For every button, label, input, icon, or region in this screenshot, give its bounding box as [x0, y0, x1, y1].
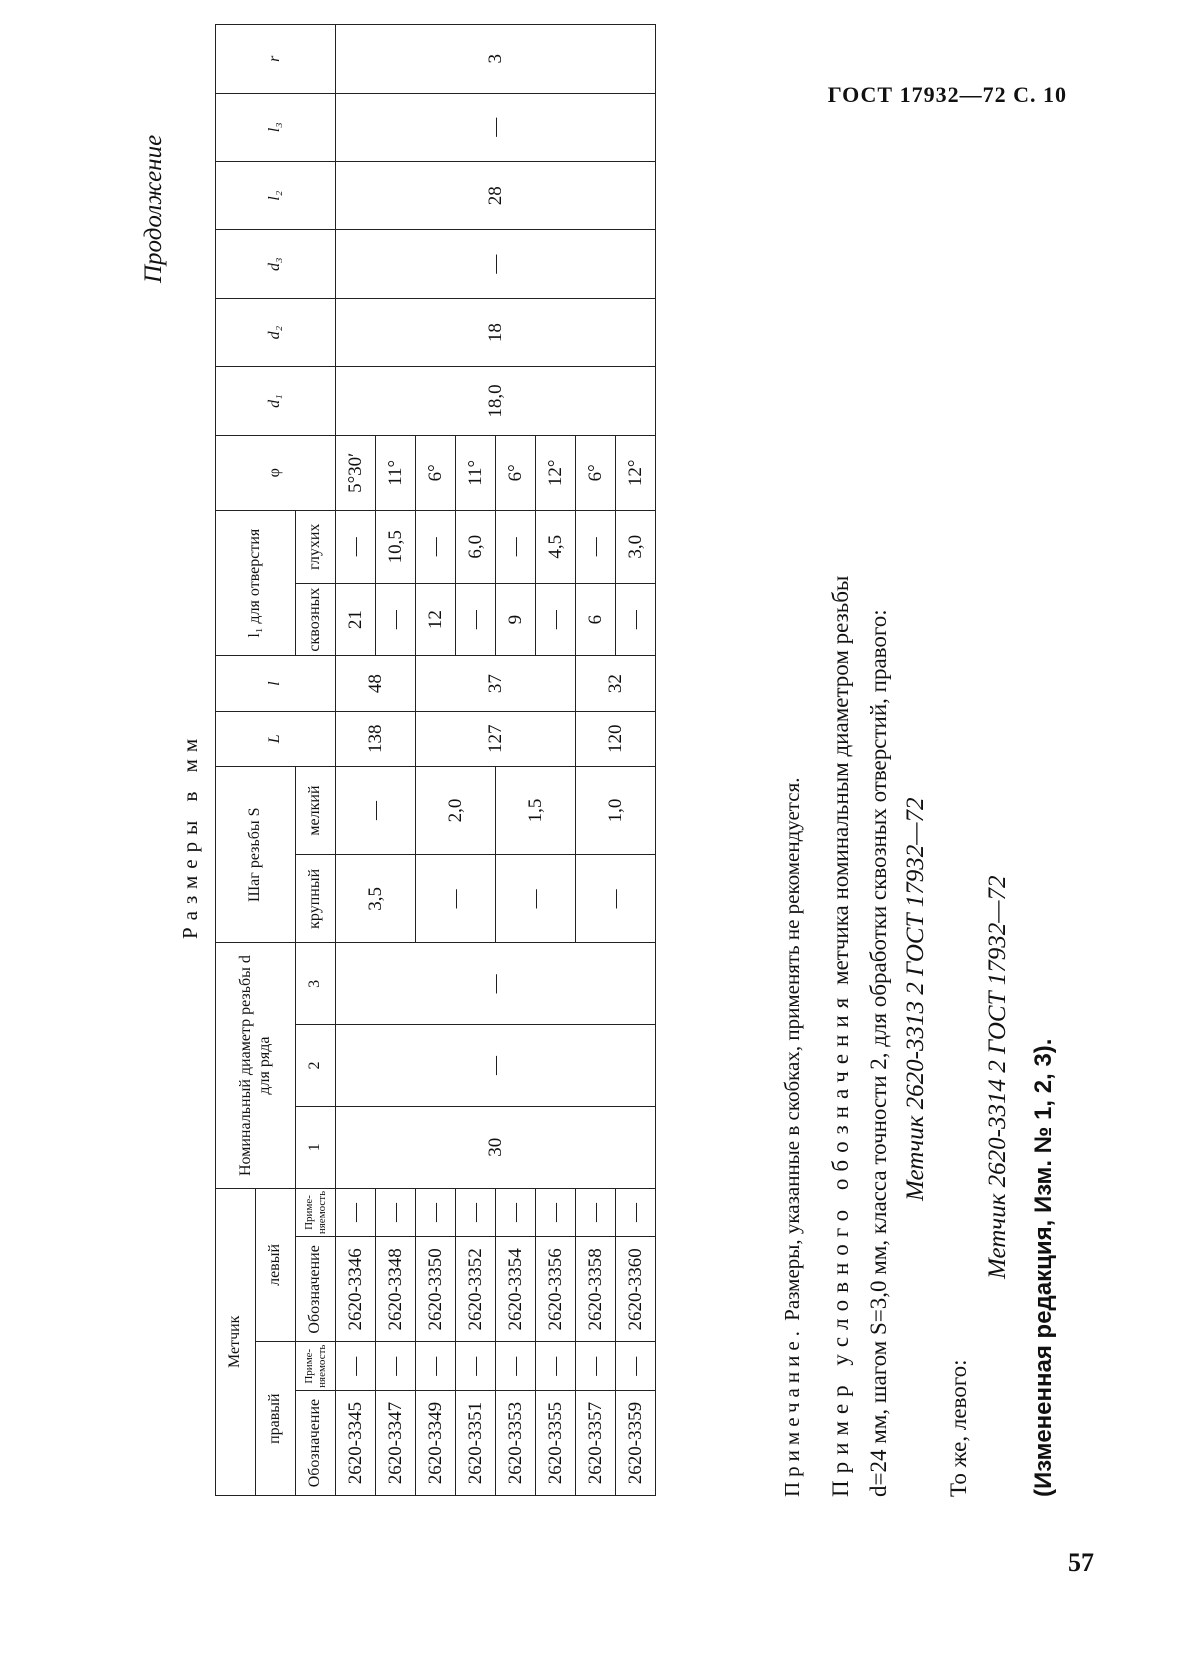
angle-phi: 11° — [376, 435, 416, 510]
designation-left: 2620-3354 — [496, 1237, 536, 1342]
pitch-coarse: — — [496, 855, 576, 943]
pitch-fine: 1,0 — [576, 766, 656, 854]
l1-through: — — [376, 583, 416, 656]
applicability-right: — — [496, 1342, 536, 1391]
designation-left: 2620-3346 — [336, 1237, 376, 1342]
designation-right: 2620-3351 — [456, 1391, 496, 1496]
note-text: Размеры, указанные в скобках, применять не рекомендуется. — [780, 777, 804, 1321]
header-coarse: крупный — [296, 855, 336, 943]
angle-phi: 11° — [456, 435, 496, 510]
l1-through: 6 — [576, 583, 616, 656]
header-applicability-left: Приме-няемость — [296, 1188, 336, 1237]
applicability-left: — — [336, 1188, 376, 1237]
designation-left: 2620-3348 — [376, 1237, 416, 1342]
angle-phi: 6° — [576, 435, 616, 510]
header-blind: глухих — [296, 510, 336, 583]
header-nominal-diameter: Номинальный диаметр резьбы d для ряда — [216, 943, 296, 1188]
applicability-left: — — [616, 1188, 656, 1237]
note-label: Примечание. — [780, 1326, 804, 1497]
angle-phi: 6° — [416, 435, 456, 510]
applicability-left: — — [376, 1188, 416, 1237]
designation-left-example: Метчик 2620-3314 2 ГОСТ 17932—72 — [984, 875, 1011, 1279]
example-line-1 — [828, 576, 854, 1497]
l1-blind: — — [576, 510, 616, 583]
value-l3: — — [336, 93, 656, 161]
header-metchik: Метчик — [216, 1188, 256, 1495]
l1-blind: — — [496, 510, 536, 583]
pitch-fine: 2,0 — [416, 766, 496, 854]
designation-right: 2620-3347 — [376, 1391, 416, 1496]
designation-right: 2620-3355 — [536, 1391, 576, 1496]
length-L: 120 — [576, 711, 656, 766]
designation-right: 2620-3349 — [416, 1391, 456, 1496]
applicability-right: — — [536, 1342, 576, 1391]
header-left: левый — [256, 1188, 296, 1342]
left-intro: То же, левого: — [946, 1359, 971, 1497]
l1-blind: 10,5 — [376, 510, 416, 583]
applicability-left: — — [536, 1188, 576, 1237]
header-through: сквозных — [296, 583, 336, 656]
header-row-3: 3 — [296, 943, 336, 1025]
l1-through: — — [456, 583, 496, 656]
diameter-row-2: — — [336, 1025, 656, 1107]
l1-through: — — [536, 583, 576, 656]
l1-through: 9 — [496, 583, 536, 656]
header-right: правый — [256, 1342, 296, 1496]
header-d1: d₁ — [216, 367, 336, 435]
page-number: 57 — [1068, 1548, 1094, 1577]
designation-right-example: Метчик 2620-3313 2 ГОСТ 17932—72 — [902, 797, 929, 1201]
designation-right: 2620-3359 — [616, 1391, 656, 1496]
angle-phi: 12° — [616, 435, 656, 510]
applicability-left: — — [576, 1188, 616, 1237]
header-d3: d₃ — [216, 230, 336, 298]
length-l: 48 — [336, 656, 416, 711]
continued-label: Продолжение — [140, 134, 167, 283]
designation-right: 2620-3353 — [496, 1391, 536, 1496]
angle-phi: 6° — [496, 435, 536, 510]
applicability-left: — — [496, 1188, 536, 1237]
value-d2: 18 — [336, 298, 656, 366]
header-l: l — [216, 656, 336, 711]
l1-blind: 6,0 — [456, 510, 496, 583]
header-pitch: Шаг резьбы S — [216, 766, 296, 943]
applicability-right: — — [336, 1342, 376, 1391]
length-l: 32 — [576, 656, 656, 711]
example-line-2: d=24 мм, шагом S=3,0 мм, класса точности 2, для обработки сквозных отверстий, правого: — [866, 609, 891, 1497]
l1-blind: 4,5 — [536, 510, 576, 583]
spec-table — [215, 24, 656, 1496]
header-designation-right: Обозначение — [296, 1391, 336, 1496]
applicability-right: — — [376, 1342, 416, 1391]
applicability-right: — — [576, 1342, 616, 1391]
header-fine: мелкий — [296, 766, 336, 854]
diameter-row-3: — — [336, 943, 656, 1025]
sizes-caption: Размеры в мм — [178, 731, 202, 939]
l1-blind: — — [336, 510, 376, 583]
header-designation-left: Обозначение — [296, 1237, 336, 1342]
pitch-fine: — — [336, 766, 416, 854]
angle-phi: 12° — [536, 435, 576, 510]
header-l1: l₁ для отверстия — [216, 510, 296, 656]
designation-left: 2620-3356 — [536, 1237, 576, 1342]
applicability-right: — — [416, 1342, 456, 1391]
value-d1: 18,0 — [336, 367, 656, 435]
pitch-fine: 1,5 — [496, 766, 576, 854]
header-phi: φ — [216, 435, 336, 510]
header-r: r — [216, 25, 336, 94]
example-line-1-rest: метчика номинальным диаметром резьбы — [828, 575, 853, 985]
length-L: 127 — [416, 711, 576, 766]
length-l: 37 — [416, 656, 576, 711]
header-row-1: 1 — [296, 1106, 336, 1188]
value-r: 3 — [336, 25, 656, 94]
l1-blind: 3,0 — [616, 510, 656, 583]
diameter-row-1: 30 — [336, 1106, 656, 1188]
l1-blind: — — [416, 510, 456, 583]
example-label: Пример условного обозначения — [828, 990, 853, 1497]
pitch-coarse: 3,5 — [336, 855, 416, 943]
l1-through: — — [616, 583, 656, 656]
l1-through: 12 — [416, 583, 456, 656]
value-d3: — — [336, 230, 656, 298]
page-header: ГОСТ 17932—72 С. 10 — [827, 82, 1067, 107]
pitch-coarse: — — [416, 855, 496, 943]
designation-left: 2620-3352 — [456, 1237, 496, 1342]
header-l3: l₃ — [216, 93, 336, 161]
header-d2: d₂ — [216, 298, 336, 366]
header-l2: l₂ — [216, 162, 336, 230]
header-row-2: 2 — [296, 1025, 336, 1107]
header-applicability-right: Приме-няемость — [296, 1342, 336, 1391]
applicability-left: — — [416, 1188, 456, 1237]
l1-through: 21 — [336, 583, 376, 656]
angle-phi: 5°30′ — [336, 435, 376, 510]
designation-right: 2620-3345 — [336, 1391, 376, 1496]
table-row — [336, 25, 376, 1496]
applicability-right: — — [616, 1342, 656, 1391]
table-note — [780, 778, 805, 1497]
length-L: 138 — [336, 711, 416, 766]
revision-note: (Измененная редакция, Изм. № 1, 2, 3). — [1030, 1038, 1057, 1497]
designation-left: 2620-3360 — [616, 1237, 656, 1342]
header-L: L — [216, 711, 336, 766]
applicability-left: — — [456, 1188, 496, 1237]
designation-right: 2620-3357 — [576, 1391, 616, 1496]
designation-left: 2620-3350 — [416, 1237, 456, 1342]
designation-left: 2620-3358 — [576, 1237, 616, 1342]
pitch-coarse: — — [576, 855, 656, 943]
value-l2: 28 — [336, 162, 656, 230]
applicability-right: — — [456, 1342, 496, 1391]
